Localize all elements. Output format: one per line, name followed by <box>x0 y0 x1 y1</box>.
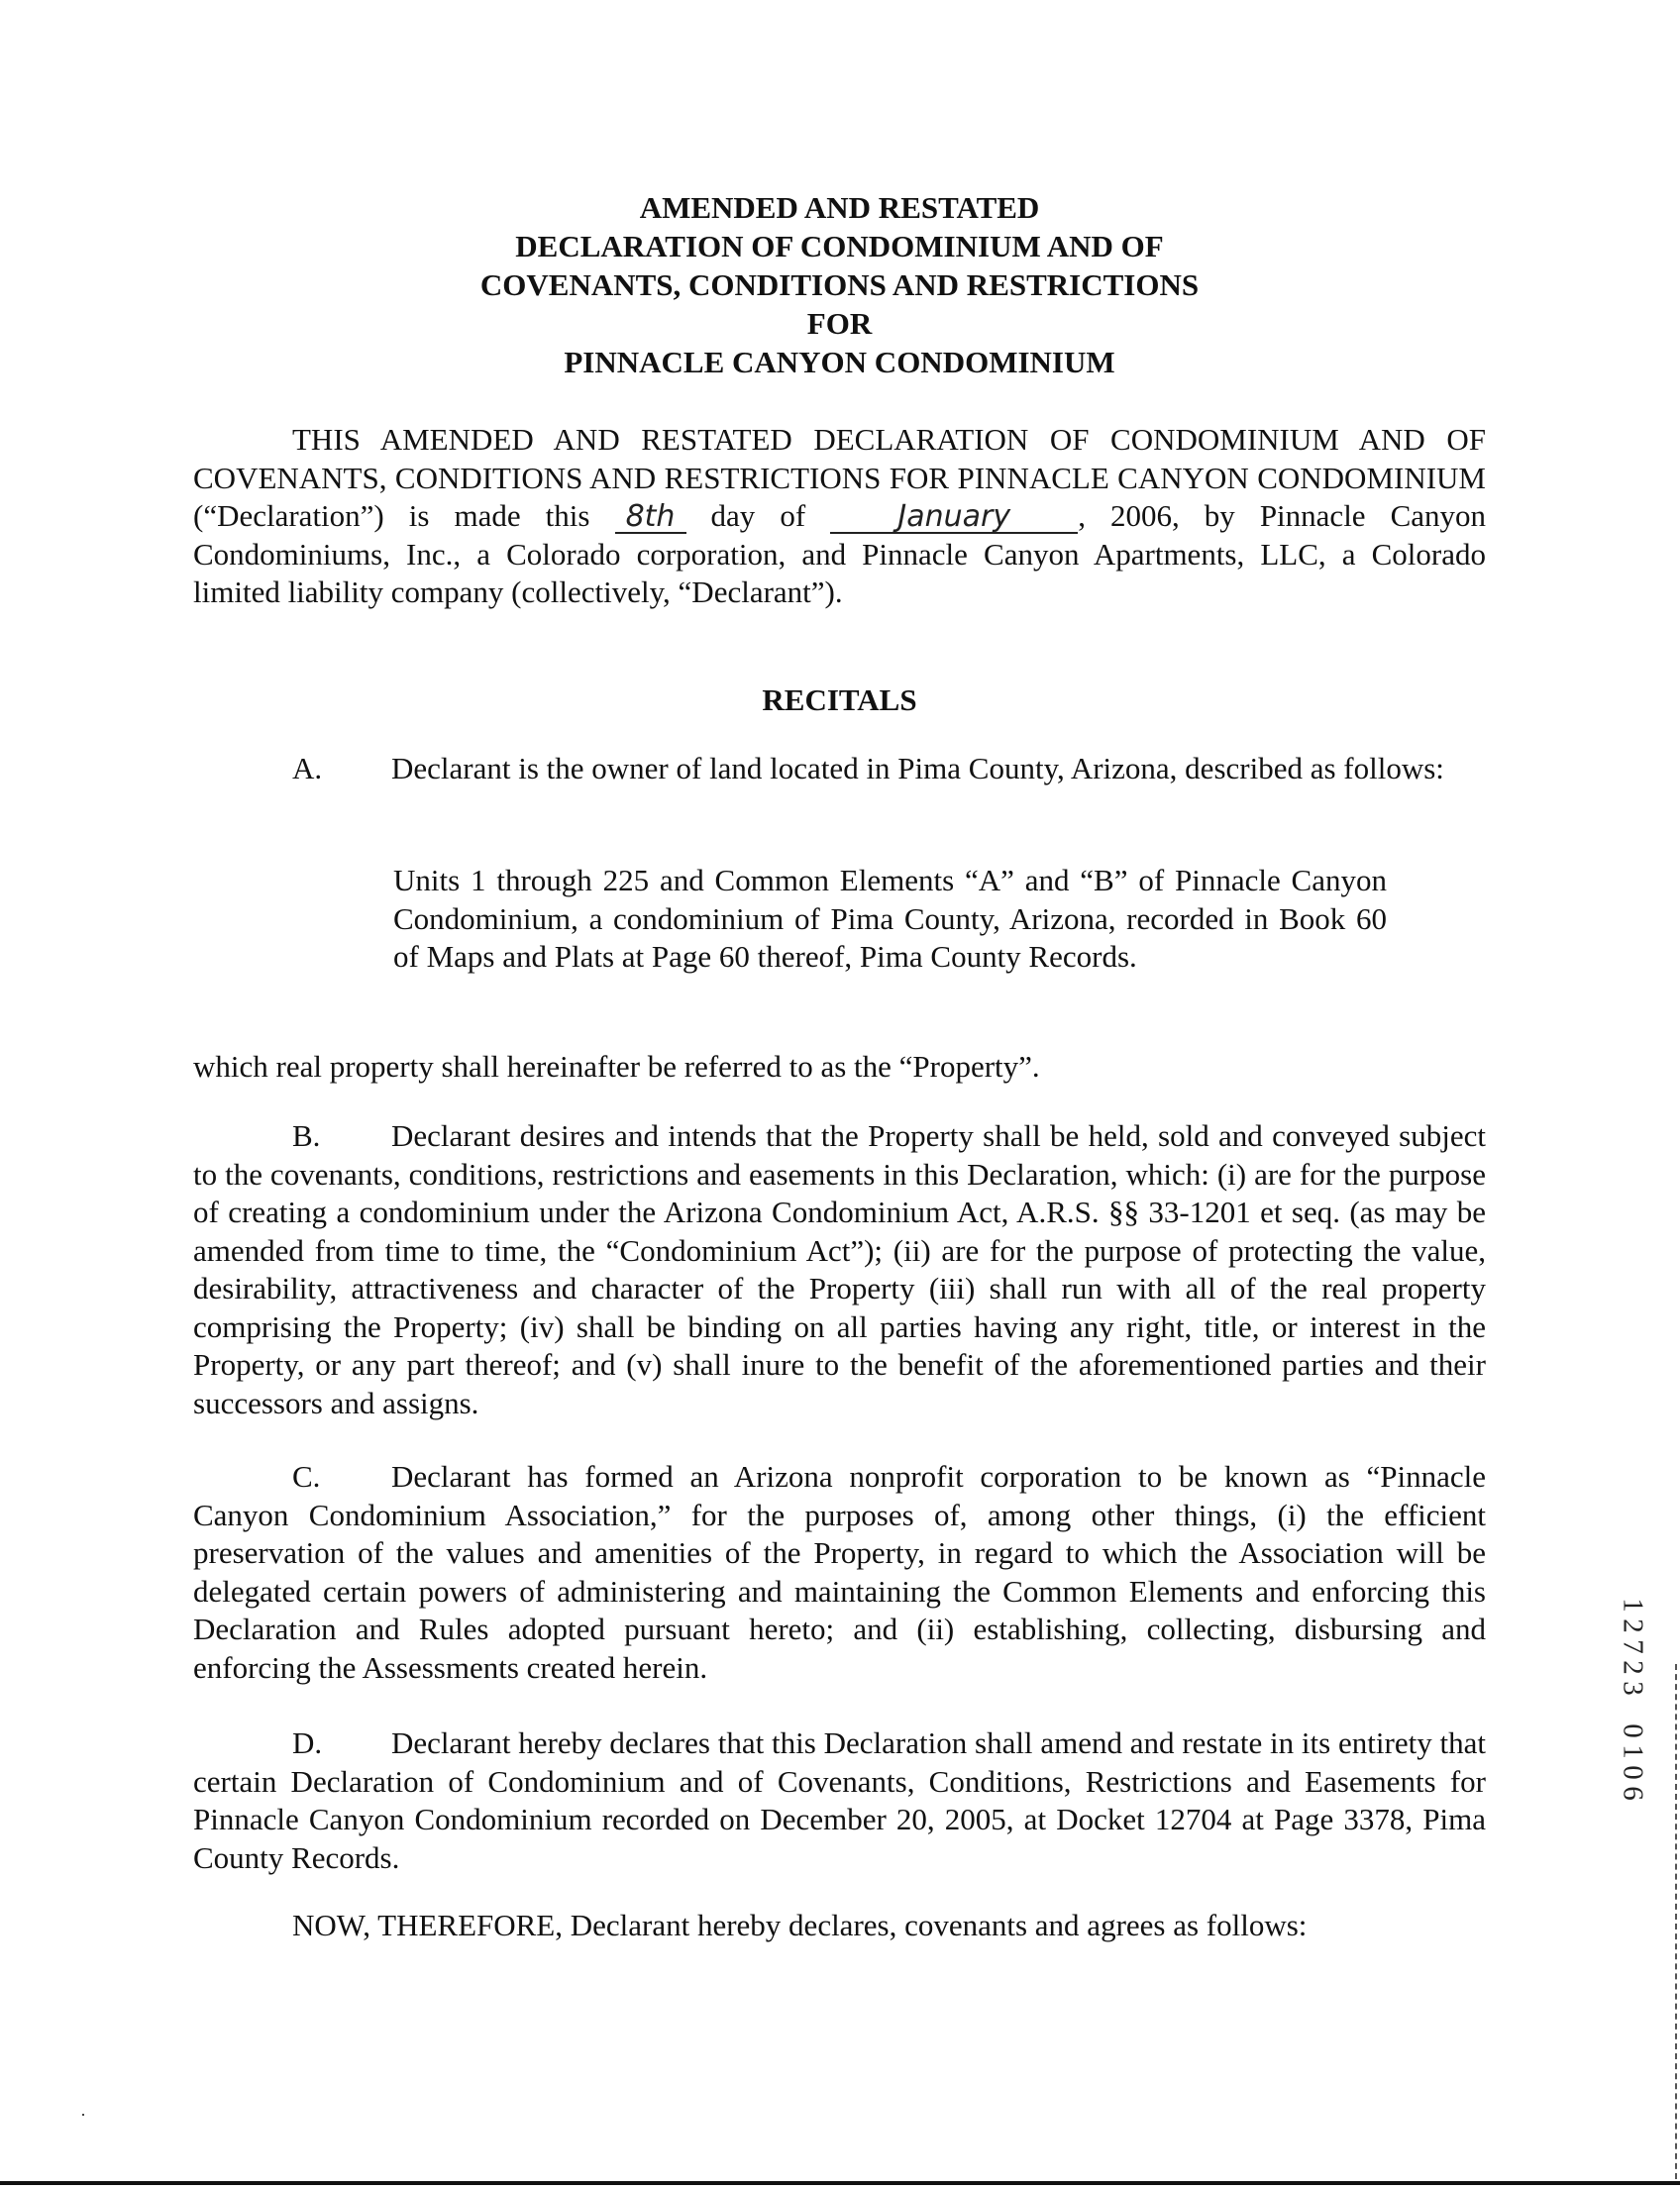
recital-c <box>193 1458 1486 1687</box>
margin-digit: 7 <box>1617 1639 1649 1654</box>
intro-text-between: day of <box>710 498 806 533</box>
now-therefore-clause: NOW, THEREFORE, Declarant hereby declares, covenants and agrees as follows: <box>292 1908 1308 1942</box>
recital-a-text: Declarant is the owner of land located in Pima County, Arizona, described as follows: <box>391 751 1444 785</box>
margin-digit: 2 <box>1617 1660 1649 1675</box>
margin-digit: 2 <box>1617 1618 1649 1633</box>
recital-b-text: Declarant desires and intends that the Property shall be held, sold and conveyed subject to the covenants, conditions, restrictions and easements in this Declaration, which: (i) are for the purpose of creating a condominium under the Arizona Condominium Act, A.R.S. §§ 33-1201 et seq. (as may be amended from time to time, the “Condominium Act”); (ii) are for the purpose of protecting the value, desirability, attractiveness and character of the Property (iii) shall run with all of the real property comprising the Property; (iv) shall be binding on all parties having any right, title, or interest in the Property, or any part thereof; and (v) shall inure to the benefit of the aforementioned parties and their successors and assigns. <box>193 1118 1486 1420</box>
property-definition: which real property shall hereinafter be referred to as the “Property”. <box>193 1049 1040 1084</box>
margin-digit: 1 <box>1617 1744 1649 1759</box>
title-line-4: FOR <box>806 306 873 341</box>
intro-text-before-day: THIS AMENDED AND RESTATED DECLARATION OF CONDOMINIUM AND OF COVENANTS, CONDITIONS AND RESTRICTIONS FOR PINNACLE CANYON CONDOMINIUM (“Declaration”) is made this <box>193 422 1486 533</box>
margin-recording-number <box>1617 1595 1649 1804</box>
scan-speck <box>82 2114 84 2116</box>
margin-digit: 0 <box>1617 1765 1649 1780</box>
recital-c-letter: C. <box>292 1459 321 1494</box>
margin-digits-bottom <box>1617 1721 1649 1804</box>
margin-digit: 1 <box>1617 1598 1649 1613</box>
recital-b <box>193 1117 1486 1422</box>
title-line-3: COVENANTS, CONDITIONS AND RESTRICTIONS <box>479 267 1200 302</box>
recital-a-letter: A. <box>292 751 323 785</box>
handwritten-month: January <box>830 502 1078 534</box>
intro-paragraph <box>193 421 1486 612</box>
recitals-heading: RECITALS <box>762 682 917 717</box>
handwritten-day: 8th <box>615 502 686 534</box>
title-line-5: PINNACLE CANYON CONDOMINIUM <box>564 345 1115 379</box>
recital-d-letter: D. <box>292 1725 323 1760</box>
margin-digit: 0 <box>1617 1723 1649 1738</box>
scan-edge-mark <box>1675 1664 1678 2179</box>
margin-digit: 6 <box>1617 1786 1649 1801</box>
margin-digit: 3 <box>1617 1681 1649 1696</box>
legal-description: Units 1 through 225 and Common Elements “A” and “B” of Pinnacle Canyon Condominium, a condominium of Pima County, Arizona, recorded in Book 60 of Maps and Plats at Page 60 thereof, Pima County Records. <box>393 863 1387 974</box>
recital-d-text: Declarant hereby declares that this Declaration shall amend and restate in its entirety that certain Declaration of Condominium and of Covenants, Conditions, Restrictions and Easements for Pinnacle Canyon Condominium recorded on December 20, 2005, at Docket 12704 at Page 3378, Pima County Records. <box>193 1725 1486 1875</box>
scan-bottom-border <box>0 2181 1680 2185</box>
title-line-1: AMENDED AND RESTATED <box>639 190 1040 225</box>
title-line-2: DECLARATION OF CONDOMINIUM AND OF <box>515 229 1164 263</box>
recital-c-text: Declarant has formed an Arizona nonprofit corporation to be known as “Pinnacle Canyon Condominium Association,” for the purposes of, among other things, (i) the efficient preservation of the values and amenities of the Property, in regard to which the Association will be delegated certain powers of administering and maintaining the Common Elements and enforcing this Declaration and Rules adopted pursuant hereto; and (ii) establishing, collecting, disbursing and enforcing the Assessments created herein. <box>193 1459 1486 1685</box>
intro-text-after-month: , 2006, by Pinnacle Canyon Condominiums, Inc., a Colorado corporation, and Pinnacle Canyon Apartments, LLC, a Colorado limited liability company (collectively, “Declarant”). <box>193 498 1487 609</box>
recital-b-letter: B. <box>292 1118 321 1153</box>
margin-digits-top <box>1617 1595 1649 1699</box>
document-title <box>193 188 1486 381</box>
recital-a <box>193 750 1486 788</box>
recital-d <box>193 1724 1486 1877</box>
